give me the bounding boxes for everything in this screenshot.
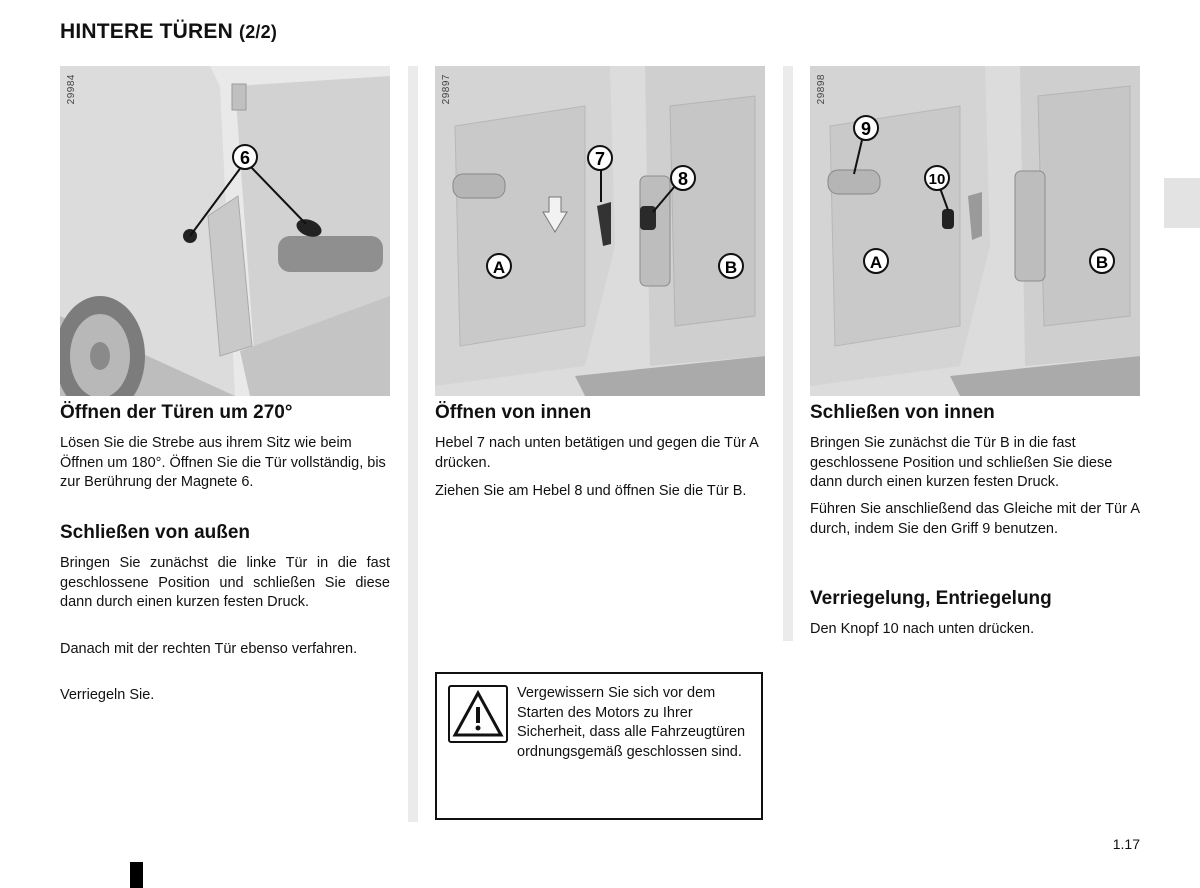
warning-box: [435, 672, 763, 820]
page-title: [60, 20, 277, 44]
callout-B: B: [1095, 253, 1109, 272]
heading-closing-outside: Schließen von außen: [60, 522, 251, 543]
heading-opening-270: Öffnen der Türen um 270°: [60, 402, 293, 423]
column-divider: [783, 66, 793, 641]
callout-7: 7: [594, 149, 606, 169]
page-title-part: (2/2): [239, 22, 278, 42]
page-title-text: HINTERE TÜREN: [60, 20, 233, 43]
warning-text: Vergewissern Sie sich vor dem Starten des Motors zu Ihrer Sicherheit, dass alle Fahrzeugtüren ordnungsgemäß geschlossen sind.: [517, 685, 746, 760]
paragraph-lever-8: Ziehen Sie am Hebel 8 und öffnen Sie die Tür B.: [435, 483, 747, 499]
callout-B: B: [724, 258, 738, 277]
figure-rear-door-exterior: [60, 66, 390, 396]
callout-8: 8: [677, 169, 689, 189]
callout-10: 10: [928, 171, 946, 188]
paragraph-opening-270: Lösen Sie die Strebe aus ihrem Sitz wie beim Öffnen um 180°. Öffnen Sie die Tür vollständig, bis zur Berührung der Magnete 6.: [60, 435, 386, 490]
chapter-tab: [1164, 178, 1200, 228]
page-number: 1.17: [1112, 836, 1140, 852]
crop-mark: [130, 862, 143, 888]
figure-number: 29897: [441, 74, 452, 105]
figure-interior-opening: [435, 66, 765, 396]
callout-9: 9: [860, 119, 872, 139]
callout-6: 6: [239, 148, 251, 168]
heading-opening-inside: Öffnen von innen: [435, 402, 592, 423]
callout-A: A: [869, 253, 883, 272]
figure-number: 29898: [816, 74, 827, 105]
heading-locking: Verriegelung, Entriegelung: [810, 588, 1052, 609]
callout-A: A: [492, 258, 506, 277]
paragraph-lever-7: Hebel 7 nach unten betätigen und gegen die Tür A drücken.: [435, 435, 759, 471]
paragraph-door-b: Bringen Sie zunächst die Tür B in die fast geschlossene Position und schließen Sie diese dann durch einen kurzen festen Druck.: [810, 435, 1113, 490]
paragraph-door-a: Führen Sie anschließend das Gleiche mit der Tür A durch, indem Sie den Griff 9 benutzen.: [810, 501, 1140, 537]
figure-interior-closing: [810, 66, 1140, 396]
figure-number: 29984: [66, 74, 77, 105]
paragraph-knob-10: Den Knopf 10 nach unten drücken.: [810, 621, 1035, 637]
paragraph-right-door: Danach mit der rechten Tür ebenso verfahren.: [60, 641, 358, 657]
column-divider: [408, 66, 418, 822]
paragraph-closing-outside: Bringen Sie zunächst die linke Tür in die fast geschlossene Position und schließen Sie diese dann durch einen kurzen festen Druck.: [60, 555, 390, 610]
paragraph-lock: Verriegeln Sie.: [60, 687, 155, 703]
heading-closing-inside: Schließen von innen: [810, 402, 995, 423]
